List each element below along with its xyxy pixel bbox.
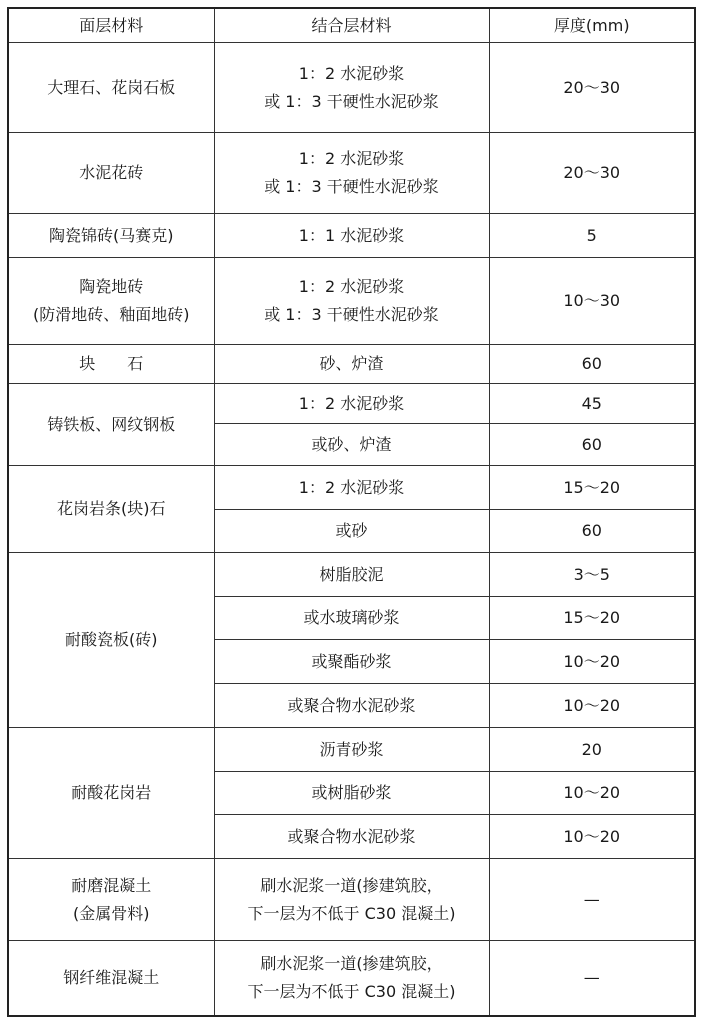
thickness-cell: 45: [489, 384, 695, 424]
surface-cell: [8, 859, 214, 941]
surface-cell: [8, 258, 214, 345]
header-bonding-material: 结合层材料: [214, 8, 489, 43]
surface-line: 陶瓷地砖: [79, 277, 144, 296]
bonding-line: 或 1：3 干硬性水泥砂浆: [264, 91, 439, 111]
table-row: [8, 43, 695, 133]
bonding-cell: 或砂、炉渣: [214, 424, 489, 466]
table-row: [8, 214, 695, 258]
surface-cell: 耐酸瓷板(砖): [8, 553, 214, 728]
thickness-cell: 5: [489, 214, 695, 258]
bonding-cell: 或树脂砂浆: [214, 772, 489, 815]
bonding-cell: 1：1 水泥砂浆: [214, 214, 489, 258]
thickness-cell: 10～20: [489, 772, 695, 815]
table-row: [8, 728, 695, 772]
materials-table: [7, 7, 696, 1017]
bonding-cell: 或砂: [214, 510, 489, 553]
thickness-cell: 10～20: [489, 815, 695, 859]
thickness-cell: 20～30: [489, 133, 695, 214]
thickness-cell: 20: [489, 728, 695, 772]
bonding-line: 1：2 水泥砂浆: [298, 63, 405, 83]
header-row: [8, 8, 695, 43]
bonding-cell: 砂、炉渣: [214, 345, 489, 384]
bonding-line: 1：2 水泥砂浆: [298, 149, 405, 168]
bonding-cell: 树脂胶泥: [214, 553, 489, 597]
surface-line: (防滑地砖、釉面地砖): [33, 305, 190, 324]
surface-cell: 花岗岩条(块)石: [8, 466, 214, 553]
bonding-cell: 沥青砂浆: [214, 728, 489, 772]
bonding-line: 1：2 水泥砂浆: [298, 277, 405, 296]
table-row: [8, 859, 695, 941]
surface-cell: 块 石: [8, 345, 214, 384]
bonding-cell: [214, 43, 489, 133]
thickness-cell: 10～20: [489, 640, 695, 684]
bonding-cell: [214, 941, 489, 1016]
table-row: [8, 466, 695, 510]
thickness-cell: 10～30: [489, 258, 695, 345]
table-row: [8, 258, 695, 345]
bonding-cell: [214, 133, 489, 214]
bonding-line: 或 1：3 干硬性水泥砂浆: [264, 305, 439, 324]
thickness-cell: 20～30: [489, 43, 695, 133]
header-surface-material: 面层材料: [8, 8, 214, 43]
bonding-cell: 或聚酯砂浆: [214, 640, 489, 684]
thickness-cell: —: [489, 941, 695, 1016]
thickness-cell: 3～5: [489, 553, 695, 597]
surface-cell: 大理石、花岗石板: [8, 43, 214, 133]
table-row: [8, 553, 695, 597]
table-row: [8, 941, 695, 1016]
thickness-cell: 60: [489, 345, 695, 384]
surface-cell: 水泥花砖: [8, 133, 214, 214]
bonding-line: 刷水泥浆一道(掺建筑胶，: [260, 875, 443, 895]
header-thickness: 厚度(mm): [489, 8, 695, 43]
surface-line: (金属骨料): [73, 903, 150, 923]
thickness-cell: 15～20: [489, 597, 695, 640]
bonding-cell: 或聚合物水泥砂浆: [214, 815, 489, 859]
surface-cell: 陶瓷锦砖(马赛克): [8, 214, 214, 258]
thickness-cell: 10～20: [489, 684, 695, 728]
bonding-cell: 1：2 水泥砂浆: [214, 466, 489, 510]
table-row: [8, 133, 695, 214]
surface-cell: 耐酸花岗岩: [8, 728, 214, 859]
surface-line: 耐磨混凝土: [71, 875, 152, 895]
bonding-line: 或 1：3 干硬性水泥砂浆: [264, 177, 439, 196]
bonding-cell: 或水玻璃砂浆: [214, 597, 489, 640]
surface-cell: 钢纤维混凝土: [8, 941, 214, 1016]
table-row: [8, 345, 695, 384]
surface-cell: 铸铁板、网纹钢板: [8, 384, 214, 466]
thickness-cell: 60: [489, 510, 695, 553]
bonding-cell: [214, 859, 489, 941]
thickness-cell: —: [489, 859, 695, 941]
table-row: [8, 384, 695, 424]
bonding-line: 刷水泥浆一道(掺建筑胶，: [260, 953, 443, 973]
thickness-cell: 15～20: [489, 466, 695, 510]
bonding-cell: [214, 258, 489, 345]
bonding-cell: 或聚合物水泥砂浆: [214, 684, 489, 728]
bonding-cell: 1：2 水泥砂浆: [214, 384, 489, 424]
bonding-line: 下一层为不低于 C30 混凝土): [247, 903, 456, 923]
thickness-cell: 60: [489, 424, 695, 466]
bonding-line: 下一层为不低于 C30 混凝土): [247, 981, 456, 1001]
